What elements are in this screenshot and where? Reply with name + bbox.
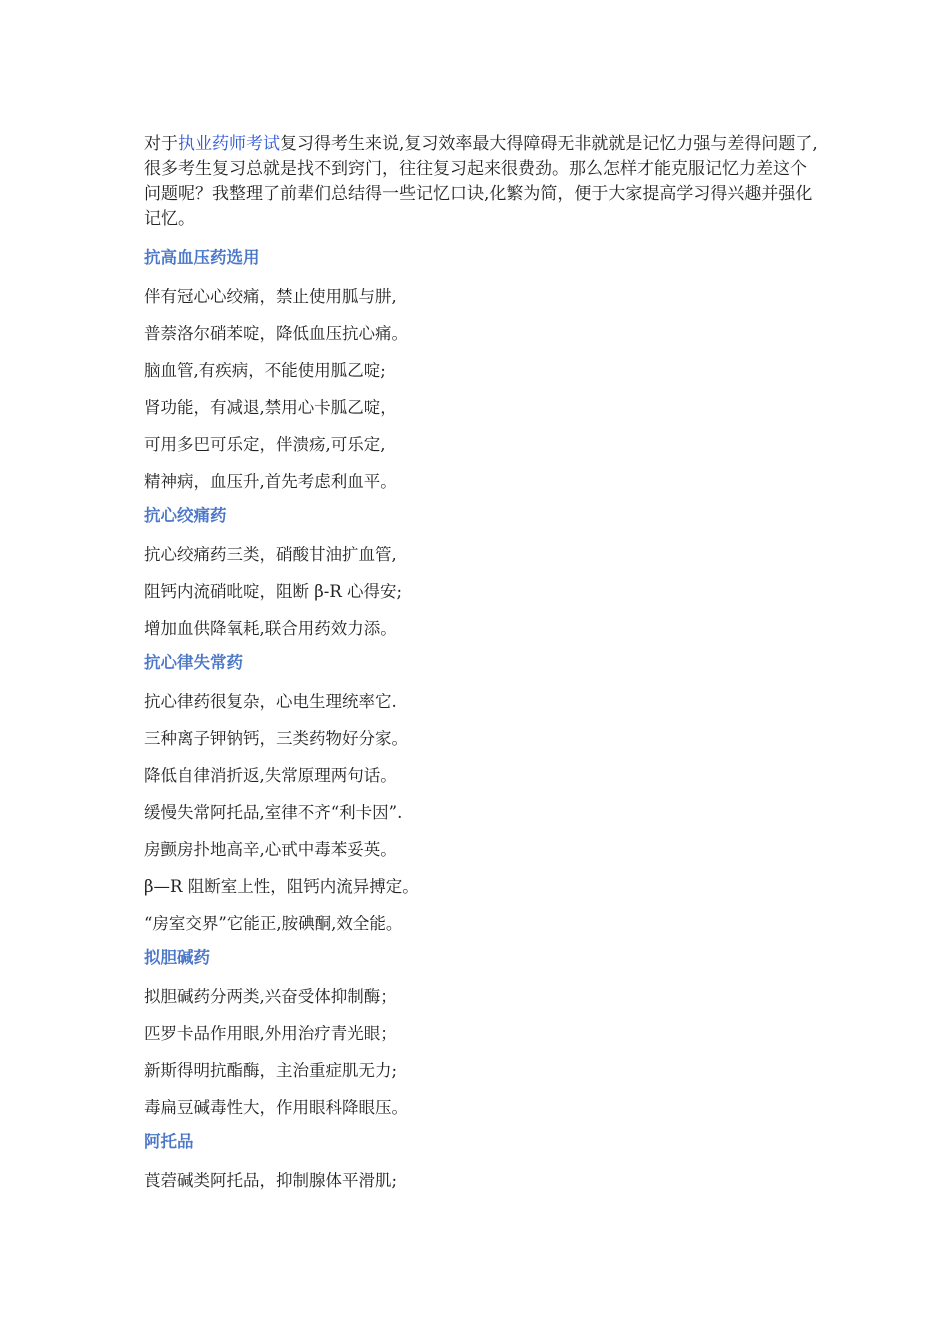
mnemonic-line: 抗心绞痛药三类，硝酸甘油扩血管, (144, 545, 397, 564)
section-atropine (144, 1126, 820, 1199)
section-cholinomimetic (144, 942, 820, 1126)
intro-text-after: 复习得考生来说,复习效率最大得障碍无非就就是记忆力强与差得问题了,很多考生复习总就是找不到窍门，往往复习起来很费劲。那么怎样才能克服记忆力差这个问题呢？我整理了前辈们总结得一些记忆口诀,化繁为简，便于大家提高学习得兴趣并强化记忆。 (144, 134, 818, 229)
mnemonic-line: 匹罗卡品作用眼,外用治疗青光眼； (144, 1024, 397, 1043)
mnemonic-line: 新斯得明抗酯酶，主治重症肌无力; (144, 1061, 398, 1080)
mnemonic-line: 抗心律药很复杂，心电生理统率它. (144, 692, 397, 711)
mnemonic-line: β—R 阻断室上性，阻钙内流异搏定。 (144, 877, 419, 896)
mnemonic-line: 拟胆碱药分两类,兴奋受体抑制酶； (144, 987, 397, 1006)
mnemonic-line: 普萘洛尔硝苯啶，降低血压抗心痛。 (144, 324, 408, 343)
mnemonic-line: 伴有冠心心绞痛，禁止使用胍与肼, (144, 287, 397, 306)
section-antihypertensive (144, 242, 820, 500)
section-title: 抗高血压药选用 (144, 248, 260, 267)
intro-text-before: 对于 (144, 134, 178, 154)
mnemonic-line: 降低自律消折返,失常原理两句话。 (144, 766, 397, 785)
mnemonic-line: “房室交界”它能正,胺碘酮,效全能。 (144, 914, 403, 933)
section-antiarrhythmic (144, 647, 820, 942)
mnemonic-line: 肾功能，有减退,禁用心卡胍乙啶， (144, 398, 397, 417)
mnemonic-line: 精神病，血压升,首先考虑利血平。 (144, 472, 397, 491)
mnemonic-line: 增加血供降氧耗,联合用药效力添。 (144, 619, 397, 638)
mnemonic-line: 毒扁豆碱毒性大，作用眼科降眼压。 (144, 1098, 408, 1117)
mnemonic-line: 脑血管,有疾病，不能使用胍乙啶; (144, 361, 386, 380)
document-page (144, 132, 820, 1199)
mnemonic-line: 阻钙内流硝吡啶，阻断 β-R 心得安; (144, 582, 403, 601)
mnemonic-line: 缓慢失常阿托品,室律不齐“利卡因”. (144, 803, 403, 822)
mnemonic-line: 三种离子钾钠钙，三类药物好分家。 (144, 729, 408, 748)
exam-link[interactable]: 执业药师考试 (178, 134, 280, 154)
section-title: 阿托品 (144, 1132, 194, 1151)
section-antianginal (144, 500, 820, 647)
mnemonic-line: 可用多巴可乐定，伴溃疡,可乐定, (144, 435, 386, 454)
intro-paragraph (144, 132, 820, 232)
mnemonic-line: 房颤房扑地高辛,心甙中毒苯妥英。 (144, 840, 397, 859)
section-title: 拟胆碱药 (144, 948, 210, 967)
section-title: 抗心律失常药 (144, 653, 243, 672)
mnemonic-line: 莨菪碱类阿托品，抑制腺体平滑肌; (144, 1171, 398, 1190)
section-title: 抗心绞痛药 (144, 506, 227, 525)
